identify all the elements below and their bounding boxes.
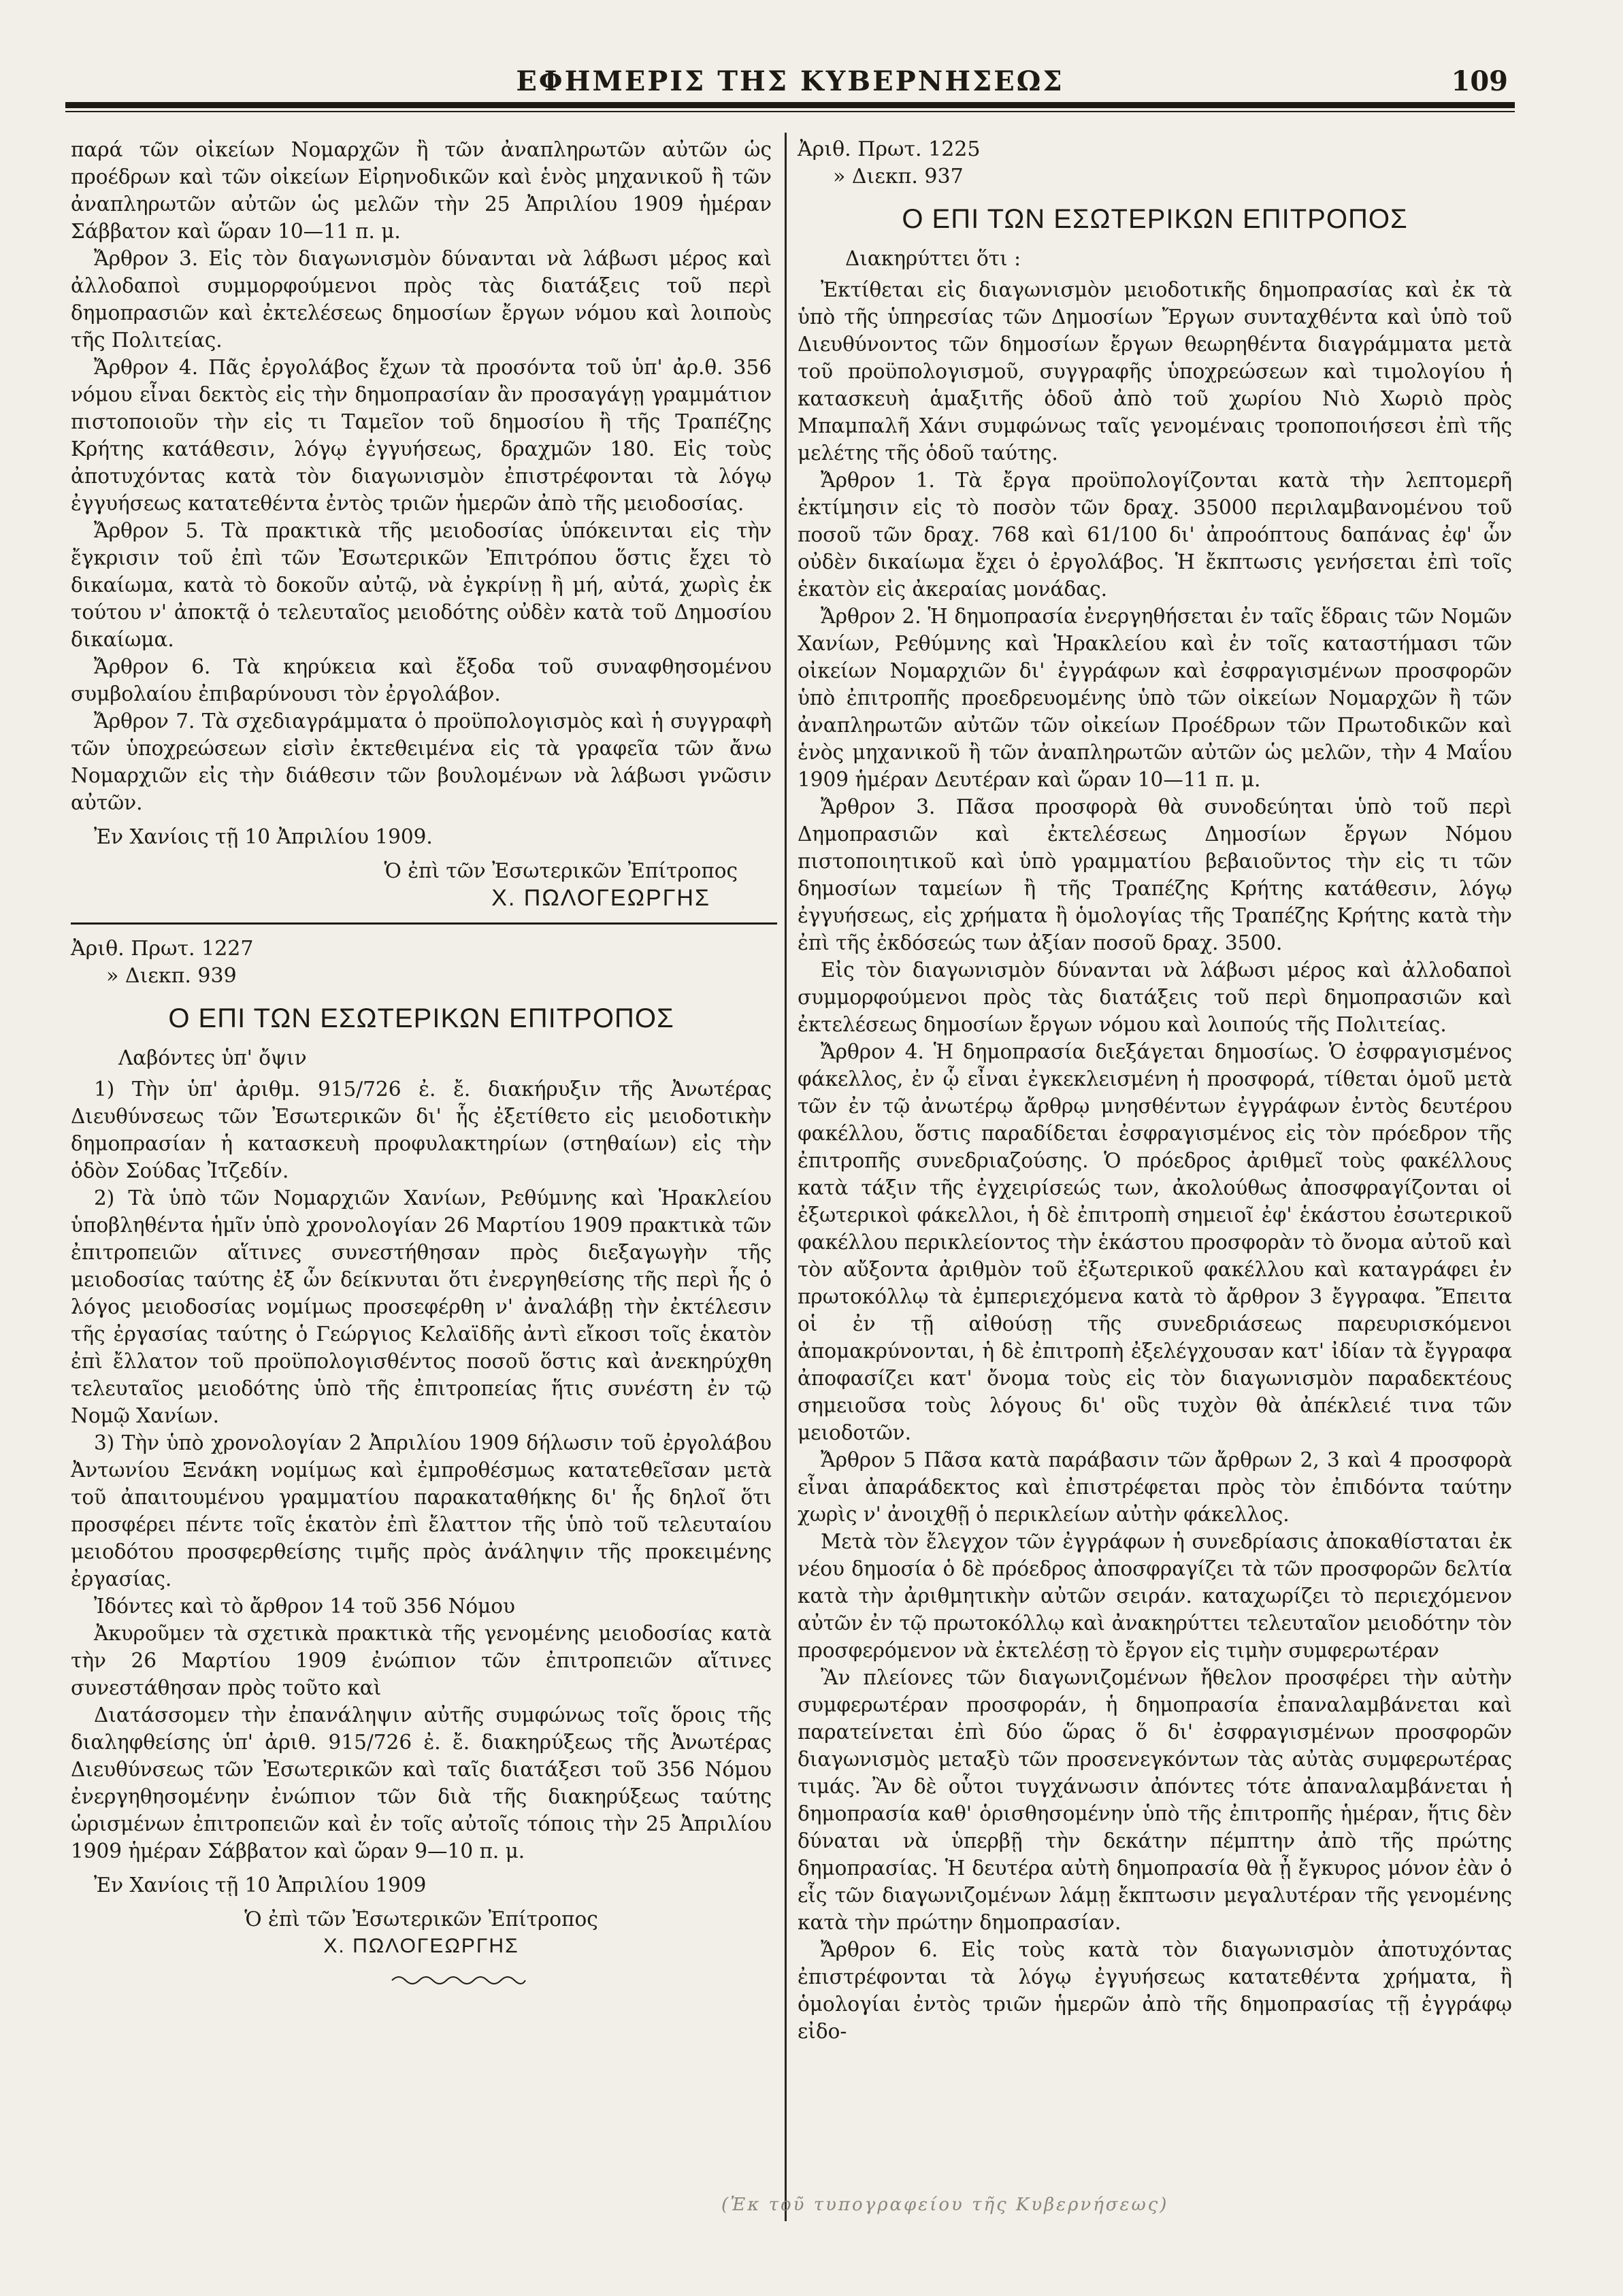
article-5: Ἄρθρον 5 Πᾶσα κατὰ παράβασιν τῶν ἄρθρων 2, 3 καὶ 4 προσφορὰ εἶναι ἀπαράδεκτος καὶ ἐπιστρέφεται πρὸς τὸν ἐπιδόντα ταύτην χωρὶς ν' ἀνοιχθῇ ὁ περικλείων αὐτὴν φάκελλος. <box>798 1448 1512 1526</box>
section-heading: Ο ΕΠΙ ΤΩΝ ΕΣΩΤΕΡΙΚΩΝ ΕΠΙΤΡΟΠΟΣ <box>902 204 1408 234</box>
ornament-squiggle <box>391 1972 527 1986</box>
paragraph: Ἀκυροῦμεν τὰ σχετικὰ πρακτικὰ τῆς γενομένης μειοδοσίας κατὰ τὴν 26 Μαρτίου 1909 ἐνώπιον τῶν ἐπιτροπειῶν αἵτινες συνεστάθησαν πρὸς τοῦτο καὶ <box>71 1622 772 1699</box>
article-3: Ἄρθρον 3. Εἰς τὸν διαγωνισμὸν δύνανται νὰ λάβωσι μέρος καὶ ἀλλοδαποὶ συμμορφούμενοι πρὸς τὰς διατάξεις τοῦ περὶ δημοπρασιῶν καὶ ἐκτελέσεως δημοσίων ἔργων νόμου καὶ λοιποὺς τῆς Πολιτείας. <box>71 247 772 352</box>
article-4: Ἄρθρον 4. Ἡ δημοπρασία διεξάγεται δημοσίως. Ὁ ἐσφραγισμένος φάκελλος, ἐν ᾧ εἶναι ἐγκεκλεισμένη ἡ προσφορά, τίθεται ὁμοῦ μετὰ τῶν ἐν τῷ ἀνωτέρῳ ἄρθρῳ μνησθέντων ἐγγράφων ἐντὸς δευτέρου φακέλλου, ὅστις παραδίδεται ἐσφραγισμένος εἰς τὸν πρόεδρον τῆς ἐπιτροπῆς συνεδριαζούσης. Ὁ πρόεδρος ἀριθμεῖ τοὺς φακέλλους κατὰ τάξιν τῆς ἐγχειρίσεώς των, ἀκολούθως ἀποσφραγίζονται οἱ ἐξωτερικοὶ φάκελλοι, ἡ δὲ ἐπιτροπὴ σημειοῖ ἐφ' ἑκάστου ἐσωτερικοῦ φακέλλου περικλείοντος τὴν ἑκάστου προσφορὰν τὸ ὄνομα αὐτοῦ καὶ τὸν αὔξοντα ἀριθμὸν τοῦ ἐξωτερικοῦ φακέλλου καὶ καταγράφει ἐν πρωτοκόλλῳ τὰ ἐμπεριεχόμενα κατὰ τὸ ἄρθρον 3 ἔγγραφα. Ἔπειτα οἱ ἐν τῇ αἰθούσῃ τῆς συνεδριάσεως παρευρισκόμενοι ἀπομακρύνονται, ἡ δὲ ἐπιτροπὴ ἐξελέγχουσαν κατ' ἰδίαν τὰ ἔγγραφα ἀποφασίζει κατ' ὄνομα τοὺς εἰς τὸν διαγωνισμὸν παραδεκτέους σημειοῦσα τοὺς λόγους δι' οὓς τυχὸν θὰ ἀπέκλειέ τινα τῶν μειοδοτῶν. <box>798 1040 1512 1444</box>
signatory-title: Ὁ ἐπὶ τῶν Ἐσωτερικῶν Ἐπίτροπος <box>244 1908 598 1931</box>
page-number: 109 <box>1451 65 1508 97</box>
article-2: Ἄρθρον 2. Ἡ δημοπρασία ἐνεργηθήσεται ἐν ταῖς ἕδραις τῶν Νομῶν Χανίων, Ρεθύμνης καὶ Ἡρακλείου καὶ ἐν τοῖς καταστήμασι τῶν οἰκείων Νομαρχιῶν δι' ἐγγράφων καὶ ἐσφραγισμένων προσφορῶν ὑπὸ ἐπιτροπῆς προεδρευομένης ὑπὸ τῶν οἰκείων Νομαρχῶν ἢ τῶν ἀναπληρωτῶν αὐτῶν τῶν οἰκείων Προέδρων τῶν Πρωτοδικῶν καὶ ἑνὸς μηχανικοῦ ἢ τῶν ἀναπληρωτῶν αὐτῶν ὡς μελῶν, τὴν 4 Μαΐου 1909 ἡμέραν Δευτέραν καὶ ὥραν 10—11 π. μ. <box>798 605 1512 791</box>
section-divider <box>71 922 777 925</box>
right-column <box>798 136 1512 2045</box>
article-5: Ἄρθρον 5. Τὰ πρακτικὰ τῆς μειοδοσίας ὑπόκεινται εἰς τὴν ἔγκρισιν τοῦ ἐπὶ τῶν Ἐσωτερικῶν Ἐπιτρόπου ὅστις ἔχει τὸ δικαίωμα, κατὰ τὸ δοκοῦν αὐτῷ, νὰ ἐγκρίνῃ ἢ μή, αὐτά, χωρὶς ἐκ τούτου ν' ἀποκτᾷ ὁ τελευταῖος μειοδότης οὐδὲν κατὰ τοῦ Δημοσίου δικαίωμα. <box>71 519 772 651</box>
paragraph: Ἂν πλείονες τῶν διαγωνιζομένων ἤθελον προσφέρει τὴν αὐτὴν συμφερωτέραν προσφοράν, ἡ δημοπρασία ἐπαναλαμβάνεται καὶ παρατείνεται ἐπὶ δύο ὥρας ὅ δι' ἐσφραγισμένων προσφορῶν διαγωνισμὸς μεταξὺ τῶν προσενεγκόντων τὰς αὐτὰς συμφερωτέρας τιμάς. Ἂν δὲ οὗτοι τυγχάνωσιν ἀπόντες τότε ἀπαναλαμβάνεται ἡ δημοπρασία καθ' ὁρισθησομένην ὑπὸ τῆς ἐπιτροπῆς ἡμέραν, ἥτις δὲν δύναται νὰ ὑπερβῇ τὴν δεκάτην πέμπτην ἀπὸ τῆς πρώτης δημοπρασίας. Ἡ δευτέρα αὐτὴ δημοπρασία θὰ ᾖ ἔγκυρος μόνον ἐὰν ὁ εἷς τῶν διαγωνιζομένων λάμῃ ἔκπτωσιν μεγαλυτέραν τῆς γενομένης κατὰ τὴν πρώτην δημοπρασίαν. <box>798 1666 1512 1934</box>
place-date: Ἐν Χανίοις τῇ 10 Ἀπριλίου 1909. <box>94 825 433 848</box>
protocol-number: Ἀριθ. Πρωτ. 1225 <box>798 137 981 161</box>
signatory-name: Χ. ΠΩΛΟΓΕΩΡΓΗΣ <box>491 885 710 911</box>
paragraph: 2) Τὰ ὑπὸ τῶν Νομαρχιῶν Χανίων, Ρεθύμνης καὶ Ἡρακλείου ὑποβληθέντα ἡμῖν ὑπὸ χρονολογίαν 26 Μαρτίου 1909 πρακτικὰ τῶν ἐπιτροπειῶν αἵτινες συνεστήθησαν πρὸς διεξαγωγὴν τῆς μειοδοσίας ταύτης ἐξ ὧν δείκνυται ὅτι ἐνεργηθείσης τῆς περὶ ἧς ὁ λόγος μειοδοσίας νομίμως προσεφέρθη ν' ἀναλάβῃ τὴν ἐκτέλεσιν τῆς ἐργασίας ταύτης ὁ Γεώργιος Κελαϊδῆς ἀντὶ εἴκοσι τοῖς ἑκατὸν ἐπὶ ἔλλατον τοῦ προϋπολογισθέντος ποσοῦ ὅστις καὶ ἀνεκηρύχθη τελευταῖος μειοδότης ὑπὸ τῆς ἐπιτροπείας ἥτις συνέστη ἐν τῷ Νομῷ Χανίων. <box>71 1186 772 1427</box>
subheading: Λαβόντες ὑπ' ὄψιν <box>118 1046 307 1069</box>
header-rule-thick <box>65 102 1515 108</box>
signatory-title: Ὁ ἐπὶ τῶν Ἐσωτερικῶν Ἐπίτροπος <box>384 859 738 882</box>
printer-note: (Ἐκ τοῦ τυπογραφείου τῆς Κυβερνήσεως) <box>721 2195 1169 2215</box>
dispatch-number: » Διεκπ. 939 <box>106 964 237 988</box>
article-3: Ἄρθρον 3. Πᾶσα προσφορὰ θὰ συνοδεύηται ὑπὸ τοῦ περὶ Δημοπρασιῶν καὶ ἐκτελέσεως Δημοσίων ἔργων Νόμου πιστοποιητικοῦ καὶ ὑπὸ γραμματίου βεβαιοῦντος τὴν εἰς τι τῶν δημοσίων ταμείων ἢ τῆς Τραπέζης Κρήτης κατάθεσιν, λόγῳ ἐγγυήσεως, εἰς χρήματα ἢ ὁμολογίας τῆς Τραπέζης Κρήτης κατὰ τὴν ἐπὶ τῆς ἐκδόσεώς των ἀξίαν ποσοῦ δραχ. 3500. <box>798 795 1512 954</box>
article-6: Ἄρθρον 6. Τὰ κηρύκεια καὶ ἔξοδα τοῦ συναφθησομένου συμβολαίου ἐπιβαρύνουσι τὸν ἐργολάβον. <box>71 655 772 705</box>
paragraph: Μετὰ τὸν ἔλεγχον τῶν ἐγγράφων ἡ συνεδρίασις ἀποκαθίσταται ἐκ νέου δημοσία ὁ δὲ πρόεδρος ἀποσφραγίζει τὰ τῶν προσφορῶν δελτία κατὰ τὴν ἀριθμητικὴν αὐτῶν σειράν. καταχωρίζει τὸ περιεχόμενον αὐτῶν ἐν τῷ πρωτοκόλλῳ καὶ ἀνακηρύττει τελευταῖον μειοδότην τὸν προσφερόμενον νὰ ἐκτελέσῃ τὸ ἔργον εἰς τιμὴν συμφερωτέραν <box>798 1530 1512 1662</box>
article-1: Ἄρθρον 1. Τὰ ἔργα προϋπολογίζονται κατὰ τὴν λεπτομερῆ ἐκτίμησιν εἰς τὸ ποσὸν τῶν δραχ. 35000 περιλαμβανομένου τοῦ ποσοῦ τῶν δραχ. 768 καὶ 61/100 δι' ἀπροόπτους δαπάνας ἐφ' ὧν οὐδὲν δικαίωμα ἔχει ὁ ἐργολάβος. Ἡ ἔκπτωσις γενήσεται ἐπὶ τοῖς ἑκατὸν εἰς ἀκεραίας μονάδας. <box>798 469 1512 601</box>
article-6: Ἄρθρον 6. Εἰς τοὺς κατὰ τὸν διαγωνισμὸν ἀποτυχόντας ἐπιστρέφονται τὰ λόγῳ ἐγγυήσεως κατατεθέντα χρήματα, ἢ ὁμολογίαι ἐντὸς τριῶν ἡμερῶν ἀπὸ τῆς δημοπρασίας τῇ ἐγγράφῳ εἰδο- <box>798 1938 1512 2043</box>
section-heading: Ο ΕΠΙ ΤΩΝ ΕΣΩΤΕΡΙΚΩΝ ΕΠΙΤΡΟΠΟΣ <box>168 1003 674 1033</box>
newspaper-title: ΕΦΗΜΕΡΙΣ ΤΗΣ ΚΥΒΕΡΝΗΣΕΩΣ <box>516 65 1064 97</box>
paragraph: 3) Τὴν ὑπὸ χρονολογίαν 2 Ἀπριλίου 1909 δήλωσιν τοῦ ἐργολάβου Ἀντωνίου Ξενάκη νομίμως καὶ ἐμπροθέσμως κατατεθεῖσαν μετὰ τοῦ ἀπαιτουμένου γραμματίου παρακαταθήκης δι' ἧς δηλοῖ ὅτι προσφέρει πέντε τοῖς ἑκατὸν ἐπὶ ἔλαττον τῆς ὑπὸ τοῦ τελευταίου μειοδότου προσφερθείσης τιμῆς πρὸς ἀνάληψιν τῆς προκειμένης ἐργασίας. <box>71 1431 772 1591</box>
protocol-number: Ἀριθ. Πρωτ. 1227 <box>71 937 254 961</box>
dispatch-number: » Διεκπ. 937 <box>833 165 964 188</box>
page-header <box>65 65 1515 105</box>
paragraph: παρά τῶν οἰκείων Νομαρχῶν ἢ τῶν ἀναπληρωτῶν αὐτῶν ὡς προέδρων καὶ τῶν οἰκείων Εἰρηνοδικῶν καὶ ἑνὸς μηχανικοῦ ἢ τῶν ἀναπληρωτῶν αὐτῶν ὡς μελῶν τὴν 25 Ἀπριλίου 1909 ἡμέραν Σάββατον καὶ ὥραν 10—11 π. μ. <box>71 138 772 243</box>
signatory-name: Χ. ΠΩΛΟΓΕΩΡΓΗΣ <box>323 1935 519 1957</box>
paragraph: Εἰς τὸν διαγωνισμὸν δύνανται νὰ λάβωσι μέρος καὶ ἀλλοδαποὶ συμμορφούμενοι πρὸς τὰς διατάξεις τοῦ περὶ δημοπρασιῶν καὶ ἐκτελέσεως δημοσίων ἔργων νόμου καὶ λοιπούς τῆς Πολιτείας. <box>798 959 1512 1036</box>
column-divider <box>785 133 787 2221</box>
place-date: Ἐν Χανίοις τῇ 10 Ἀπριλίου 1909 <box>94 1874 427 1897</box>
article-4: Ἄρθρον 4. Πᾶς ἐργολάβος ἔχων τὰ προσόντα τοῦ ὑπ' ἀρ.θ. 356 νόμου εἶναι δεκτὸς εἰς τὴν δημοπρασίαν ἂν προσαγάγῃ γραμμάτιον πιστοποιοῦν τὴν εἰς τι Ταμεῖον τοῦ δημοσίου ἢ τῆς Τραπέζης Κρήτης κατάθεσιν, λόγῳ ἐγγυήσεως, δραχμῶν 180. Εἰς τοὺς ἀποτυχόντας κατὰ τὸν διαγωνισμὸν ἐπιστρέφονται τὰ λόγῳ ἐγγυήσεως κατατεθέντα ἐντὸς τριῶν ἡμερῶν ἀπὸ τῆς μειοδοσίας. <box>71 356 772 515</box>
left-column <box>71 136 772 1986</box>
paragraph: Ἐκτίθεται εἰς διαγωνισμὸν μειοδοτικῆς δημοπρασίας καὶ ἐκ τὰ ὑπὸ τῆς ὑπηρεσίας τῶν Δημοσίων Ἔργων συνταχθέντα καὶ ὑπὸ τοῦ Διευθύνοντος τῶν δημοσίων ἔργων θεωρηθέντα διαγράμματα μετὰ τοῦ προϋπολογισμοῦ, συγγραφῆς ὑποχρεώσεων καὶ τιμολογίου ἡ κατασκευὴ ἁμαξιτῆς ὁδοῦ ἀπὸ τοῦ χωρίου Νιὸ Χωριὸ πρὸς Μπαμπαλῆ Χάνι συμφώνως ταῖς γενομέναις τροποποιήσεσι ἐπὶ τῆς μελέτης τῆς ὁδοῦ ταύτης. <box>798 278 1512 465</box>
article-7: Ἄρθρον 7. Τὰ σχεδιαγράμματα ὁ προϋπολογισμὸς καὶ ἡ συγγραφὴ τῶν ὑποχρεώσεων εἰσὶν ἐκτεθειμένα εἰς τὰ γραφεῖα τῶν ἄνω Νομαρχιῶν εἰς τὴν διάθεσιν τῶν βουλομένων νὰ λάβωσι γνῶσιν αὐτῶν. <box>71 710 772 814</box>
header-rule-thin <box>65 111 1515 112</box>
subheading: Διακηρύττει ὅτι : <box>845 247 1021 270</box>
paragraph: Ἰδόντες καὶ τὸ ἄρθρον 14 τοῦ 356 Νόμου <box>94 1595 515 1618</box>
paragraph: 1) Τὴν ὑπ' ἀριθμ. 915/726 ἐ. ἔ. διακήρυξιν τῆς Ἀνωτέρας Διευθύνσεως τῶν Ἐσωτερικῶν δι' ἧς ἐξετίθετο εἰς μειοδοτικὴν δημοπρασίαν ἡ κατασκευὴ προφυλακτηρίων (στηθαίων) εἰς τὴν ὁδὸν Σούδας Ἰτζεδίν. <box>71 1078 772 1182</box>
paragraph: Διατάσσομεν τὴν ἐπανάληψιν αὐτῆς συμφώνως τοῖς ὅροις τῆς διαληφθείσης ὑπ' ἀριθ. 915/726 ἐ. ἔ. διακηρύξεως τῆς Ἀνωτέρας Διευθύνσεως τῶν Ἐσωτερικῶν καὶ ταῖς διατάξεσι τοῦ 356 Νόμου ἐνεργηθησομένην ἐνώπιον τῶν διὰ τῆς διακηρύξεως ταύτης ὡρισμένων ἐπιτροπειῶν καὶ ἐν τοῖς αὐτοῖς τόποις τὴν 25 Ἀπριλίου 1909 ἡμέραν Σάββατον καὶ ὥραν 9—10 π. μ. <box>71 1703 772 1863</box>
